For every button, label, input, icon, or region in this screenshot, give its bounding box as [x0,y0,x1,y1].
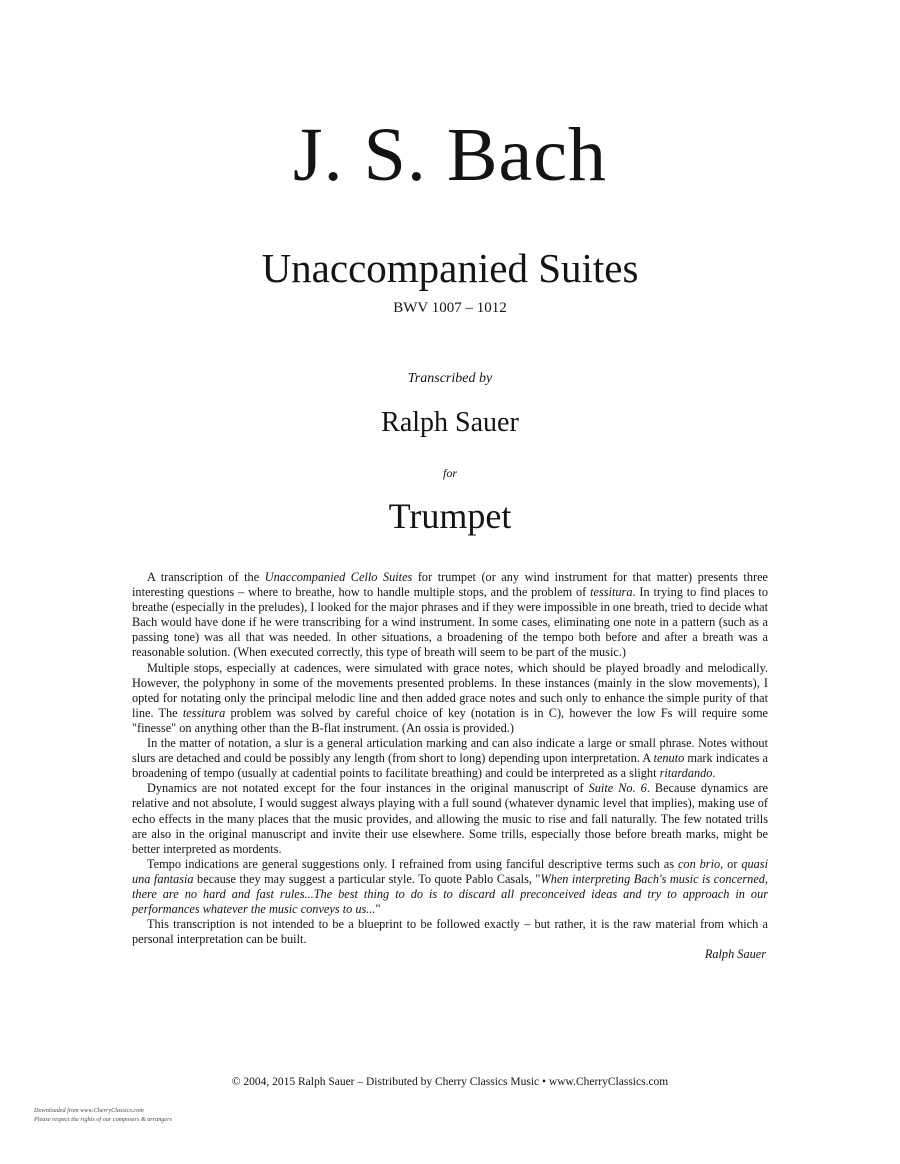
paragraph-text: Tempo indications are general suggestions only. I refrained from using fanciful descriptive terms such as [147,856,678,871]
paragraph-text: mark indicates a broadening of tempo (usually at cadential points to facilitate breathing) and could be interpreted as a slight [132,751,769,781]
italic-text: con brio [677,856,721,871]
italic-text: tenuto [653,751,685,766]
paragraph-text: , or [720,856,742,871]
paragraph-text: because they may suggest a particular style. To quote Pablo Casals, " [193,871,541,886]
signature: Ralph Sauer [704,947,766,962]
paragraph-text: problem was solved by careful choice of key (notation is in C), however the low Fs will require some "finesse" on anything other than the B-flat instrument. (An ossia is provided.) [132,705,769,735]
download-note-line: Please respect the rights of our composers & arrangers [34,1116,172,1123]
arranger-name: Ralph Sauer [381,407,519,438]
paragraph-text: Dynamics are not notated except for the four instances in the original manuscript of [147,781,589,796]
transcribed-by-label: Transcribed by [407,371,493,386]
italic-text: Unaccompanied Cello Suites [264,570,413,584]
for-label: for [442,466,457,480]
paragraph-text: . Because dynamics are relative and not absolute, I would suggest always playing with a full sound (whatever dynamic level that implies), making use of echo effects in the many places that the music provides, and allowing the music to rise and fall naturally. The few notated trills are also in the original manuscript and invite their use elsewhere. Some trills, especially those before breath marks, might be better interpreted as mordents. [132,781,769,856]
copyright-notice: © 2004, 2015 Ralph Sauer – Distributed by Cherry Classics Music • www.CherryClassics.com [231,1076,669,1088]
preface-paragraph [132,781,768,856]
italic-text: ritardando [659,766,713,781]
download-note-line: Downloaded from www.CherryClassics.com [34,1107,144,1114]
paragraph-text: for trumpet (or any wind instrument for that matter) presents three interesting questions – where to breathe, how to handle multiple stops, and the problem of [132,570,769,600]
download-note [34,1106,294,1124]
paragraph-text: In the matter of notation, a slur is a general articulation marking and can also indicate a large or small phrase. Notes without slurs are detached and could be possibly any length (from short to long) depending upon interpretation. A [132,736,768,766]
preface-paragraph [132,661,768,736]
italic-text: tessitura [182,705,226,720]
paragraph-text: Multiple stops, especially at cadences, were simulated with grace notes, which should be played broadly and melodically. However, the polyphony in some of the movements presented problems. In these instances (mainly in the slow movements), I opted for notating only the principal melodic line and then added grace notes and such only to enhance the simple purity of that line. The [132,660,768,720]
preface-paragraph [132,736,768,781]
work-title: Unaccompanied Suites [261,245,639,291]
preface-paragraphs [132,570,768,947]
italic-text: tessitura [590,585,633,600]
paragraph-text: A transcription of the [147,570,265,584]
italic-text: quasi una fantasia [132,856,768,886]
preface-paragraph [132,917,768,947]
catalog-number: BWV 1007 – 1012 [393,300,507,316]
paragraph-text: This transcription is not intended to be a blueprint to be followed exactly – but rather, it is the raw material from which a personal interpretation can be built. [132,917,768,947]
composer-name: J. S. Bach [293,113,607,197]
italic-text: When interpreting Bach's music is concerned, there are no hard and fast rules...The best thing to do is to discard all preconceived ideas and try to approach in our performances whatever the music conveys to us... [132,871,768,917]
italic-text: Suite No. 6 [588,781,647,796]
preface-paragraph [132,857,768,917]
paragraph-text: . In trying to find places to breathe (especially in the preludes), I looked for the major phrases and if they were impossible in one breath, tried to decide what Bach would have done if he were transcribing for a wind instrument. In some cases, eliminating one note in a pattern (such as a passing tone) was all that was needed. In other situations, a broadening of the tempo both before and after a breath was a reasonable solution. (When executed correctly, this type of breath will seem to be part of the music.) [132,585,768,660]
instrument-name: Trumpet [388,496,512,536]
paragraph-text: . [712,766,716,781]
paragraph-text: " [375,902,381,917]
preface [132,570,768,962]
preface-paragraph [132,570,768,661]
